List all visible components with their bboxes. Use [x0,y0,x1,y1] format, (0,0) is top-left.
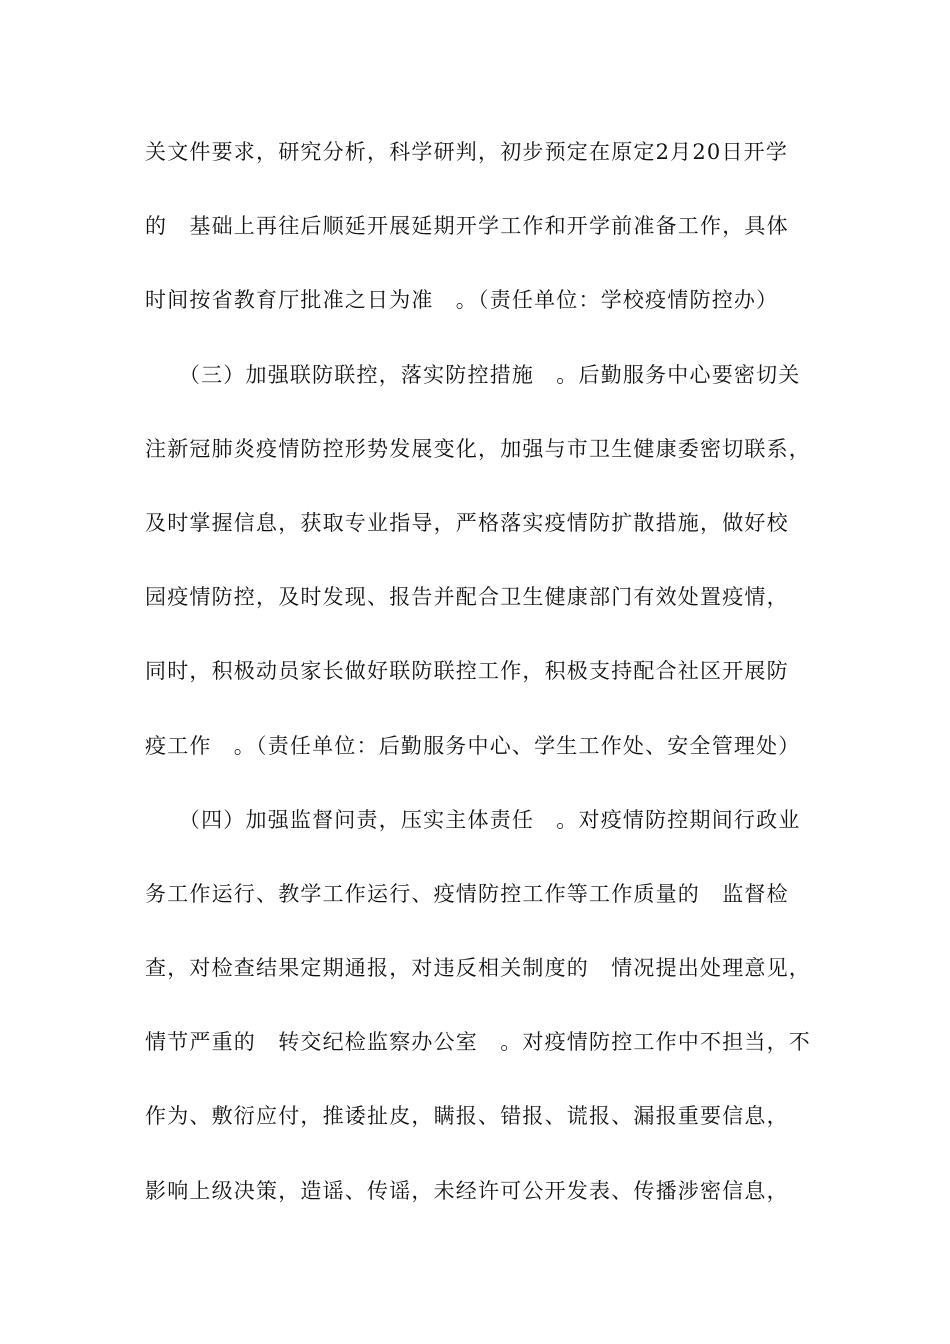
text-line: 疫工作 。（责任单位：后勤服务中心、学生工作处、安全管理处） [145,733,801,758]
text-line: 关文件要求，研究分析，科学研判，初步预定在原定2月20日开学 [145,140,789,164]
text-line: 务工作运行、教学工作运行、疫情防控工作等工作质量的 监督检 [145,881,789,906]
text-line: 的 基础上再往后顺延开展延期开学工作和开学前准备工作，具体 [145,214,789,239]
text-line: 影响上级决策，造谣、传谣，未经许可公开发表、传播涉密信息， [145,1178,789,1203]
text-line: 时间按省教育厅批准之日为准 。（责任单位：学校疫情防控办） [145,288,779,313]
text-line: 情节严重的 转交纪检监察办公室 。对疫情防控工作中不担当，不 [145,1030,811,1055]
text-line: 及时掌握信息，获取专业指导，严格落实疫情防扩散措施，做好校 [145,510,789,535]
text-line: 作为、敷衍应付，推诿扯皮，瞒报、错报、谎报、漏报重要信息， [145,1104,789,1129]
text-line: 园疫情防控，及时发现、报告并配合卫生健康部门有效处置疫情， [145,585,789,610]
body-text [145,130,815,1243]
text-line: 查，对检查结果定期通报，对违反相关制度的 情况提出处理意见， [145,956,811,981]
text-line: 同时，积极动员家长做好联防联控工作，积极支持配合社区开展防 [145,659,789,684]
text-line: 注新冠肺炎疫情防控形势发展变化，加强与市卫生健康委密切联系， [145,436,811,461]
text-line: （四）加强监督问责，压实主体责任 。对疫情防控期间行政业 [145,807,801,832]
text-line: （三）加强联防联控，落实防控措施 。后勤服务中心要密切关 [145,362,801,387]
